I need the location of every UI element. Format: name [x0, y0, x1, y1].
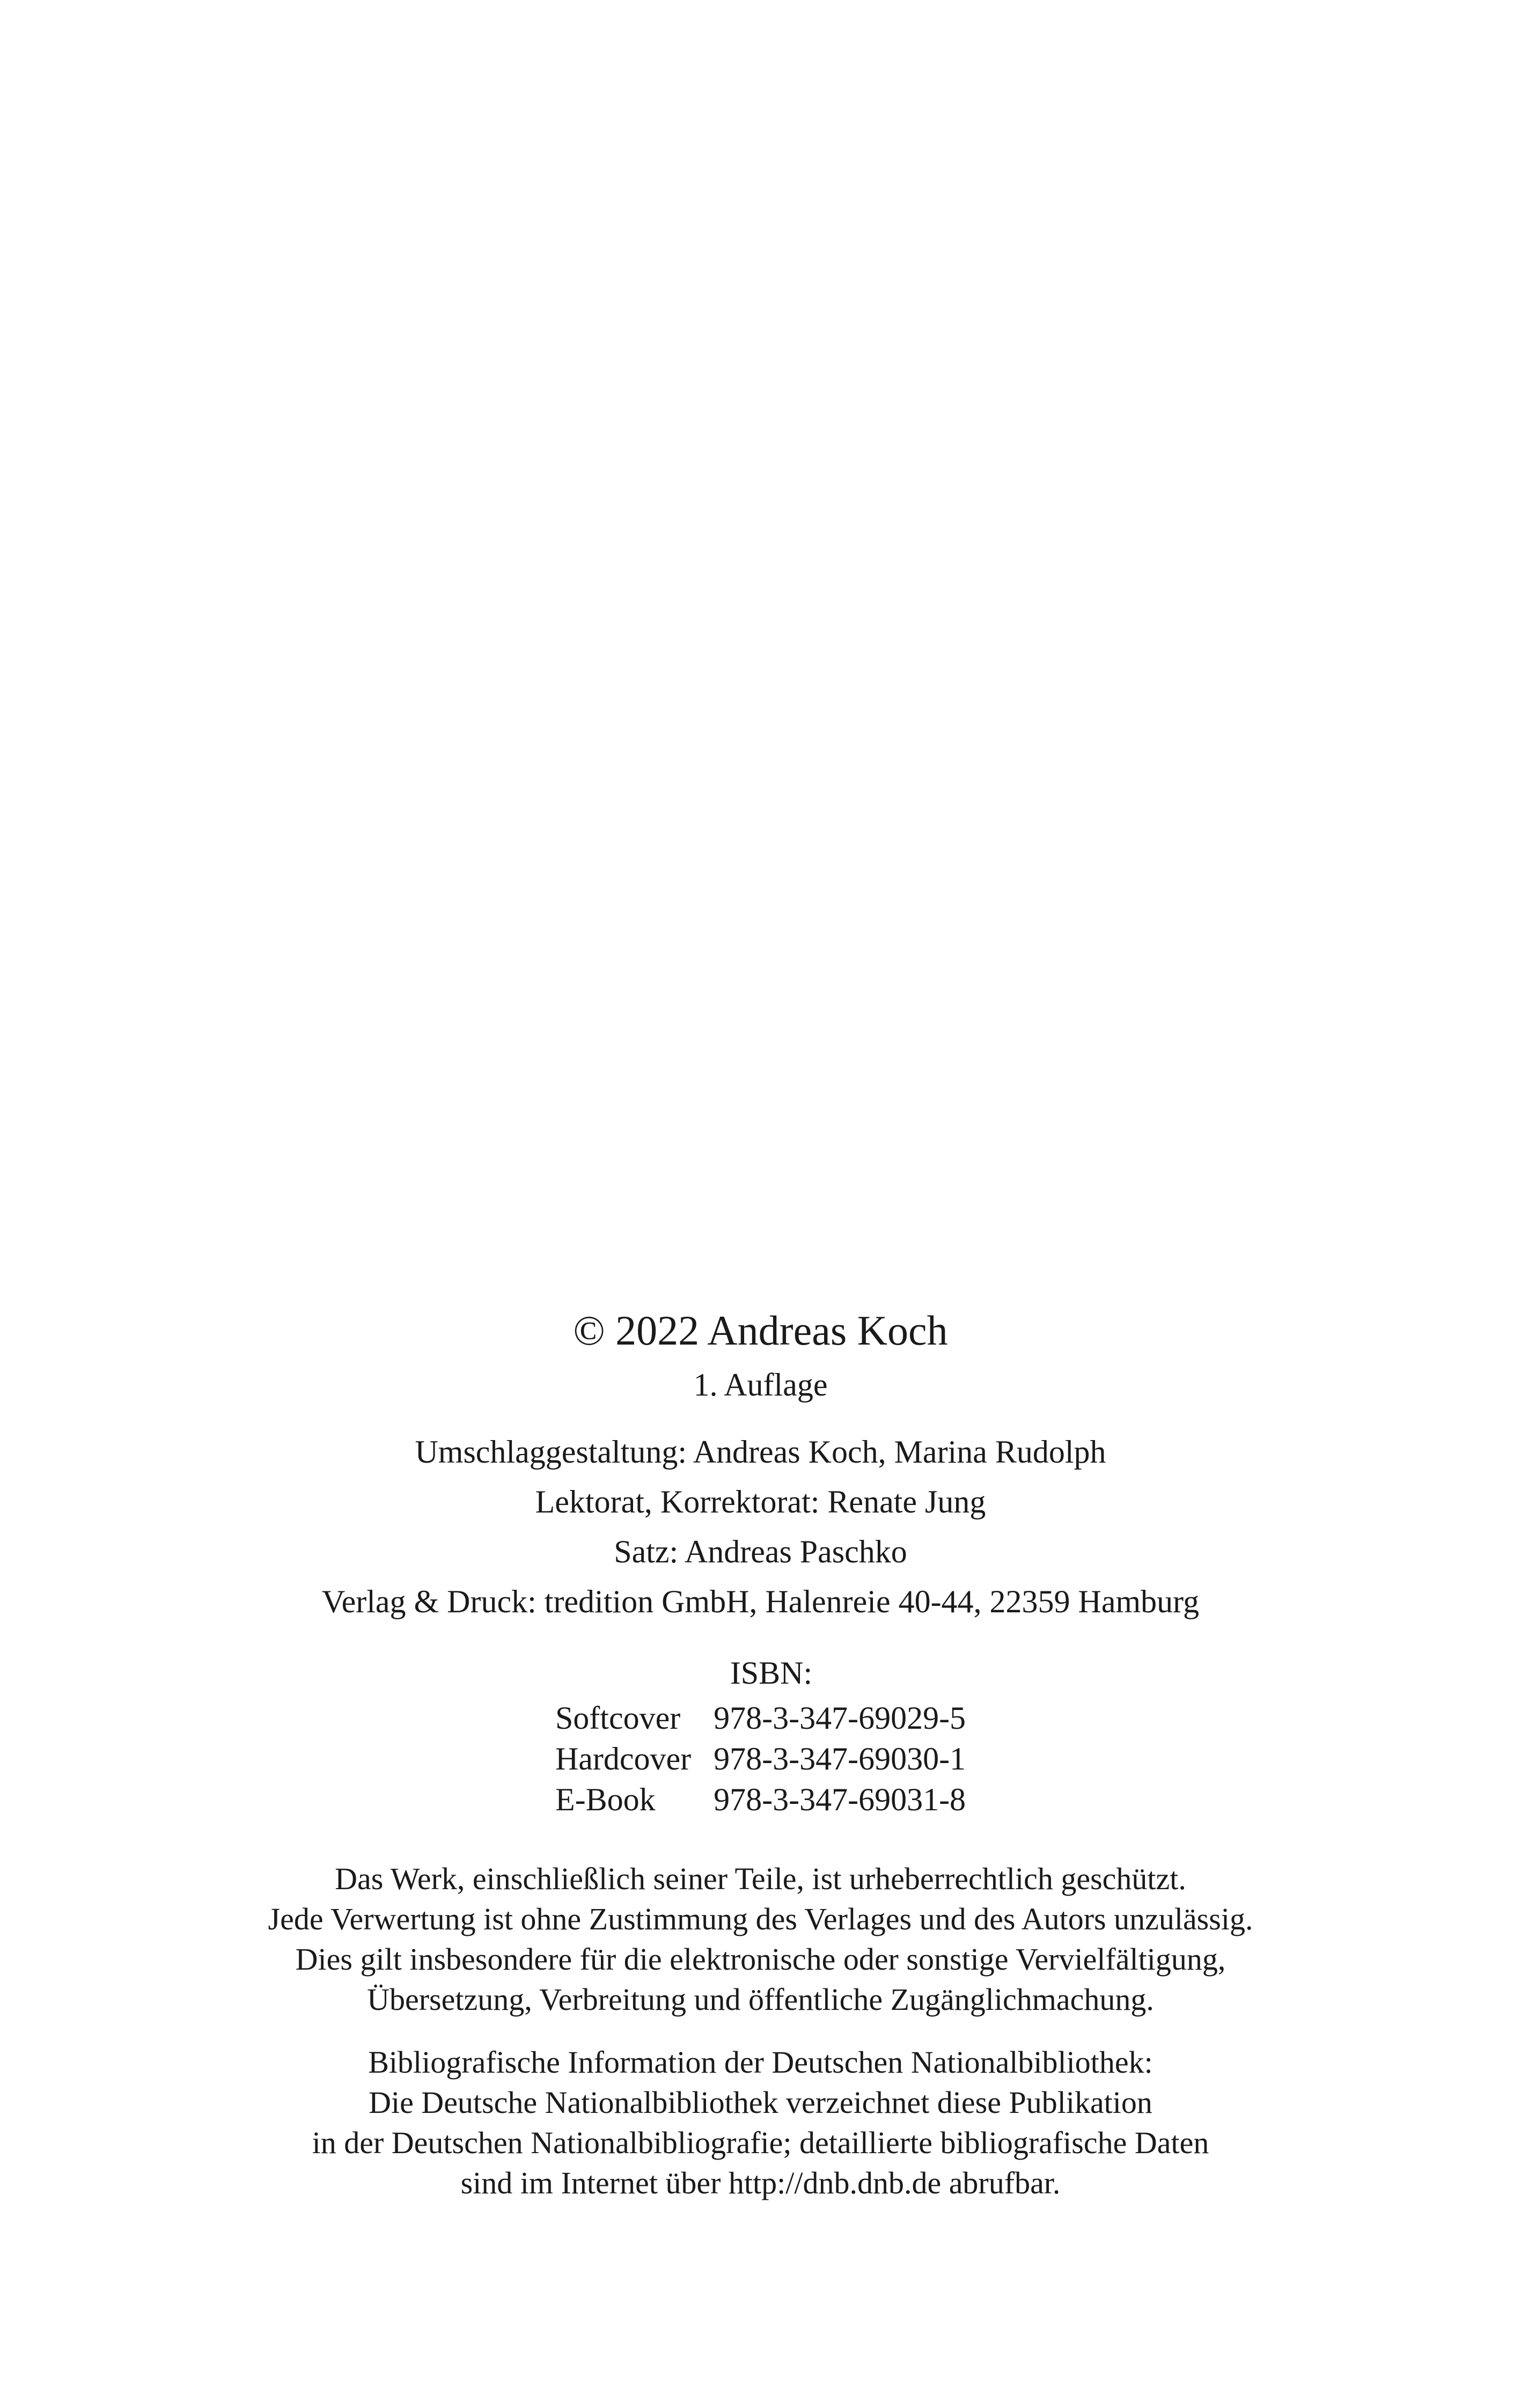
isbn-format: Hardcover: [555, 1741, 692, 1776]
isbn-row-ebook: [555, 1779, 966, 1820]
biblio-line: sind im Internet über http://dnb.dnb.de abrufbar.: [460, 2165, 1061, 2200]
isbn-number: 978-3-347-69030-1: [714, 1741, 966, 1776]
credit-editing: Lektorat, Korrektorat: Renate Jung: [535, 1484, 986, 1519]
isbn-label: ISBN:: [730, 1655, 813, 1691]
isbn-row-softcover: [555, 1698, 966, 1738]
biblio-line: in der Deutschen Nationalbibliografie; detaillierte bibliografische Daten: [312, 2125, 1209, 2160]
copyright-line: © 2022 Andreas Koch: [573, 1307, 948, 1354]
credit-typesetting: Satz: Andreas Paschko: [614, 1534, 907, 1569]
biblio-line: Die Deutsche Nationalbibliothek verzeichnet diese Publikation: [369, 2085, 1152, 2120]
isbn-row-hardcover: [555, 1738, 966, 1779]
isbn-format: Softcover: [555, 1700, 681, 1736]
legal-line: Dies gilt insbesondere für die elektronische oder sonstige Vervielfältigung,: [295, 1942, 1226, 1977]
biblio-line: Bibliografische Information der Deutschen Nationalbibliothek:: [368, 2045, 1153, 2080]
isbn-format: E-Book: [555, 1782, 656, 1817]
bibliographic-notice: [0, 2042, 1521, 2203]
isbn-number: 978-3-347-69031-8: [714, 1782, 966, 1817]
imprint-block: [0, 1304, 1521, 2203]
credit-cover-design: Umschlaggestaltung: Andreas Koch, Marina Rudolph: [415, 1434, 1106, 1470]
credit-publisher: Verlag & Druck: tredition GmbH, Halenreie 40-44, 22359 Hamburg: [321, 1584, 1200, 1619]
credits-section: [0, 1427, 1521, 1627]
edition-line: 1. Auflage: [693, 1367, 828, 1403]
copyright-notice: [0, 1859, 1521, 2020]
isbn-table: [555, 1698, 966, 1820]
isbn-section: [0, 1653, 1521, 1820]
legal-line: Das Werk, einschließlich seiner Teile, ist urheberrechtlich geschützt.: [335, 1861, 1186, 1896]
legal-line: Jede Verwertung ist ohne Zustimmung des Verlages und des Autors unzulässig.: [268, 1902, 1253, 1936]
legal-line: Übersetzung, Verbreitung und öffentliche Zugänglichmachung.: [367, 1982, 1154, 2017]
isbn-number: 978-3-347-69029-5: [714, 1700, 966, 1736]
